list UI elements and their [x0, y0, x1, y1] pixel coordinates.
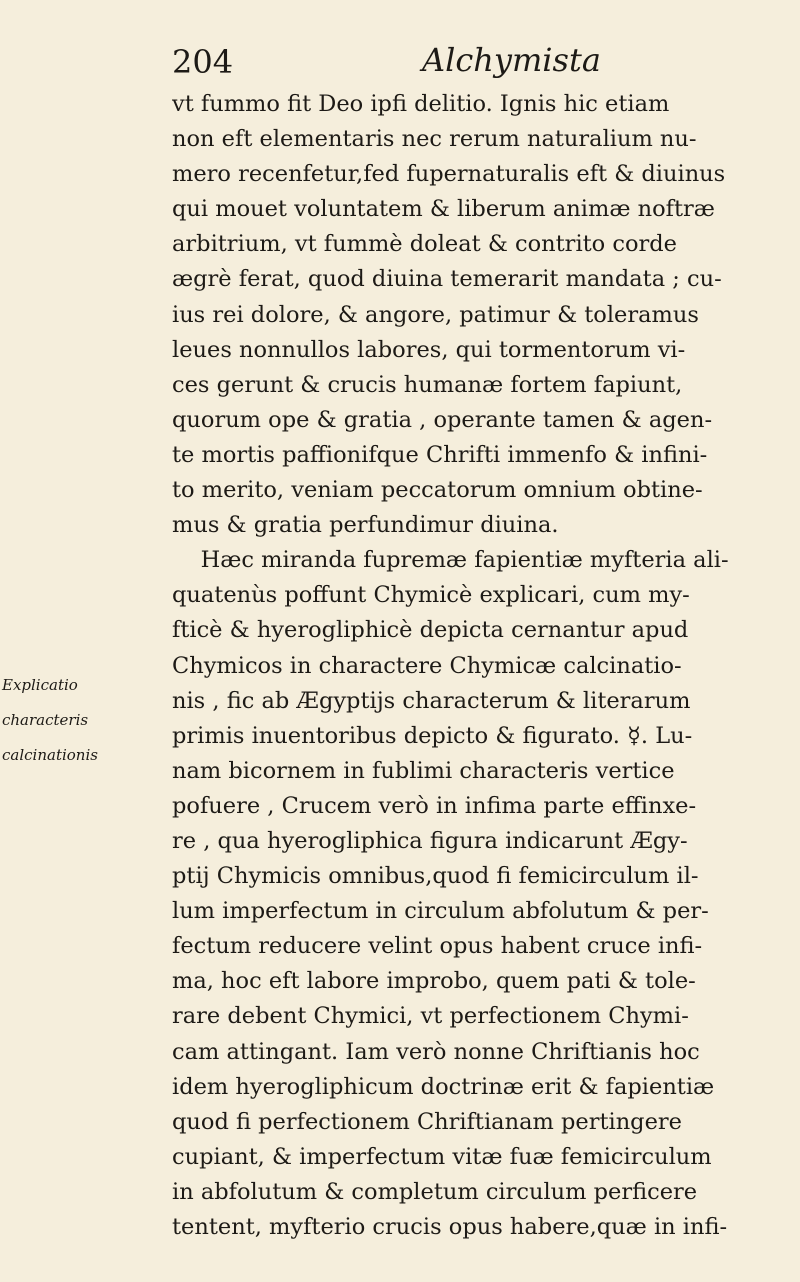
margin-note-line: calcinationis [2, 746, 98, 765]
running-head: Alchymista [422, 41, 601, 79]
text-line: Hæc miranda fupremæ fapientiæ myfteria ali- [172, 547, 729, 574]
page-header [172, 38, 772, 86]
text-line: primis inuentoribus depicto & figurato. ☿. Lu- [172, 722, 693, 749]
text-line: idem hyerogliphicum doctrinæ erit & fapientiæ [172, 1073, 715, 1100]
text-line: cam attingant. Iam verò nonne Chriftianis hoc [172, 1038, 700, 1065]
margin-note-line: characteris [2, 711, 89, 730]
text-line: tentent, myfterio crucis opus habere,quæ in infi- [172, 1214, 728, 1240]
page-number: 204 [172, 43, 234, 81]
text-line: te mortis paffionifque Chrifti immenfo & infini- [172, 441, 708, 468]
text-line: fectum reducere velint opus habent cruce infi- [172, 933, 703, 960]
text-line: in abfolutum & completum circulum perficere [172, 1178, 698, 1205]
text-line: nam bicornem in fublimi characteris vertice [172, 757, 675, 784]
text-line: cupiant, & imperfectum vitæ fuæ femicirculum [172, 1143, 712, 1170]
text-line: to merito, veniam peccatorum omnium obtine- [172, 477, 703, 504]
text-line: rare debent Chymici, vt perfectionem Chymi- [172, 1003, 689, 1030]
text-line: arbitrium, vt fummè doleat & contrito corde [172, 231, 677, 258]
text-line: qui mouet voluntatem & liberum animæ noftræ [172, 196, 715, 223]
text-line: quod fi perfectionem Chriftianam pertingere [172, 1108, 682, 1135]
text-line: fticè & hyerogliphicè depicta cernantur apud [172, 617, 689, 644]
text-line: Chymicos in charactere Chymicæ calcinatio- [172, 652, 682, 679]
text-line: vt fummo fit Deo ipfi delitio. Ignis hic etiam [172, 91, 670, 117]
margin-note [2, 668, 168, 773]
text-line: ægrè ferat, quod diuina temerarit mandata ; cu- [172, 266, 722, 293]
text-line: mus & gratia perfundimur diuina. [172, 512, 559, 539]
text-line: non eft elementaris nec rerum naturalium nu- [172, 126, 697, 153]
text-line: ius rei dolore, & angore, patimur & toleramus [172, 301, 699, 328]
text-line: re , qua hyerogliphica figura indicarunt Ægy- [172, 827, 688, 854]
text-line: ma, hoc eft labore improbo, quem pati & tole- [172, 968, 696, 995]
text-line: ces gerunt & crucis humanæ fortem fapiunt, [172, 371, 683, 398]
text-line: pofuere , Crucem verò in infima parte effinxe- [172, 792, 697, 819]
text-line: mero recenfetur,fed fupernaturalis eft & diuinus [172, 161, 726, 188]
text-line: quorum ope & gratia , operante tamen & agen- [172, 406, 713, 433]
margin-note-line: Explicatio [2, 676, 78, 694]
text-line: ptij Chymicis omnibus,quod fi femicirculum il- [172, 863, 699, 890]
text-line: lum imperfectum in circulum abfolutum & per- [172, 898, 709, 925]
body-text [172, 87, 772, 1245]
text-line: leues nonnullos labores, qui tormentorum vi- [172, 336, 686, 363]
text-line: quatenùs poffunt Chymicè explicari, cum my- [172, 582, 690, 609]
text-line: nis , fic ab Ægyptijs characterum & literarum [172, 687, 691, 714]
